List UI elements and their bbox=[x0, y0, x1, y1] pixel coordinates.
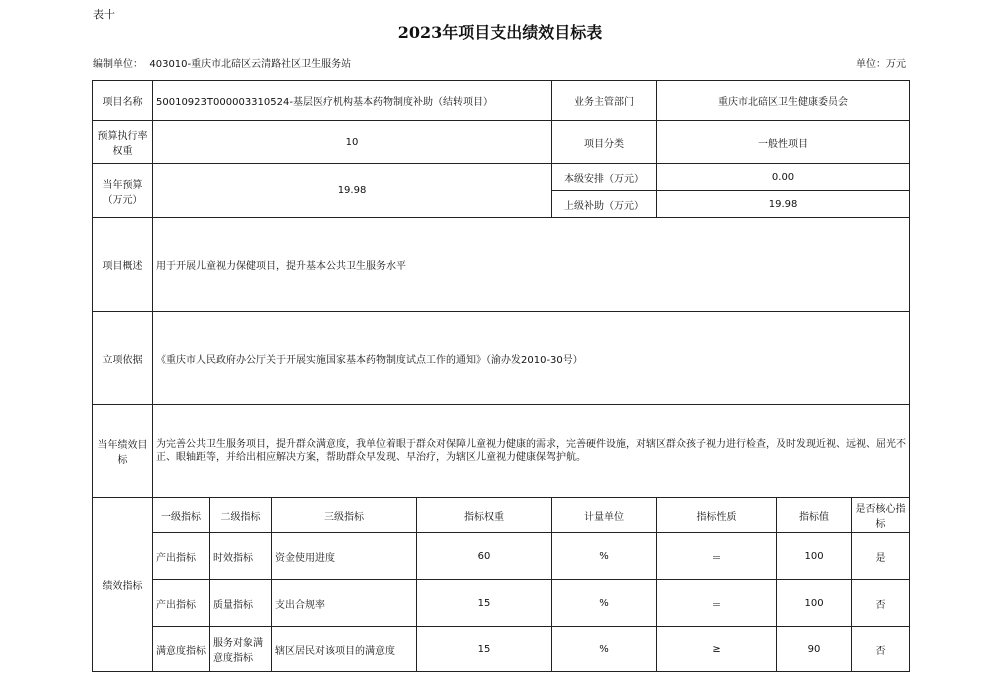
header-level3: 三级指标 bbox=[272, 498, 417, 533]
overview-value: 用于开展儿童视力保健项目，提升基本公共卫生服务水平 bbox=[153, 218, 910, 312]
row-level1: 产出指标 bbox=[153, 580, 210, 627]
row-level2: 质量指标 bbox=[210, 580, 272, 627]
row-weight: 60 bbox=[417, 533, 552, 580]
row-nature: ＝ bbox=[657, 580, 777, 627]
currency-unit: 单位：万元 bbox=[856, 59, 906, 70]
category-label: 项目分类 bbox=[552, 121, 657, 164]
perf-indicators-label: 绩效指标 bbox=[93, 498, 153, 672]
dept-label: 业务主管部门 bbox=[552, 81, 657, 121]
header-level2: 二级指标 bbox=[210, 498, 272, 533]
compiling-unit-label: 编制单位： bbox=[93, 59, 143, 70]
category-value: 一般性项目 bbox=[657, 121, 910, 164]
weight-label: 预算执行率权重 bbox=[93, 121, 153, 164]
project-name-value: 50010923T000003310524-基层医疗机构基本药物制度补助（结转项目） bbox=[153, 81, 552, 121]
goal-label: 当年绩效目标 bbox=[93, 405, 153, 498]
budget-label: 当年预算（万元） bbox=[93, 164, 153, 218]
header-unit: 计量单位 bbox=[552, 498, 657, 533]
performance-target-table bbox=[92, 80, 910, 672]
compiling-unit-value: 403010-重庆市北碚区云清路社区卫生服务站 bbox=[149, 59, 352, 70]
table-row bbox=[93, 627, 910, 672]
budget-value: 19.98 bbox=[153, 164, 552, 218]
weight-value: 10 bbox=[153, 121, 552, 164]
row-level2: 时效指标 bbox=[210, 533, 272, 580]
row-core: 否 bbox=[852, 580, 910, 627]
table-row bbox=[93, 533, 910, 580]
local-funding-label: 本级安排（万元） bbox=[552, 164, 657, 191]
local-funding-value: 0.00 bbox=[657, 164, 910, 191]
goal-value: 为完善公共卫生服务项目，提升群众满意度，我单位着眼于群众对保障儿童视力健康的需求，完善硬件设施，对辖区群众孩子视力进行检查，及时发现近视、远视、屈光不正、眼轴距等，并给出相应解决方案，帮助群众早发现、早治疗，为辖区儿童视力健康保驾护航。 bbox=[153, 405, 910, 498]
row-level3: 资金使用进度 bbox=[272, 533, 417, 580]
row-level1: 产出指标 bbox=[153, 533, 210, 580]
header-core: 是否核心指标 bbox=[852, 498, 910, 533]
table-number-tag: 表十 bbox=[93, 8, 115, 21]
row-level3: 支出合规率 bbox=[272, 580, 417, 627]
row-value: 100 bbox=[777, 580, 852, 627]
basis-value: 《重庆市人民政府办公厅关于开展实施国家基本药物制度试点工作的通知》（渝办发2010-30号） bbox=[153, 312, 910, 405]
header-level1: 一级指标 bbox=[153, 498, 210, 533]
page-title: 2023年项目支出绩效目标表 bbox=[397, 23, 603, 42]
row-level1: 满意度指标 bbox=[153, 627, 210, 672]
row-value: 90 bbox=[777, 627, 852, 672]
header-weight: 指标权重 bbox=[417, 498, 552, 533]
basis-label: 立项依据 bbox=[93, 312, 153, 405]
row-level2: 服务对象满意度指标 bbox=[210, 627, 272, 672]
row-weight: 15 bbox=[417, 627, 552, 672]
row-weight: 15 bbox=[417, 580, 552, 627]
row-value: 100 bbox=[777, 533, 852, 580]
row-unit: % bbox=[552, 580, 657, 627]
row-unit: % bbox=[552, 627, 657, 672]
row-core: 是 bbox=[852, 533, 910, 580]
row-level3: 辖区居民对该项目的满意度 bbox=[272, 627, 417, 672]
header-nature: 指标性质 bbox=[657, 498, 777, 533]
header-value: 指标值 bbox=[777, 498, 852, 533]
compiling-unit bbox=[93, 55, 351, 70]
row-nature: ≥ bbox=[657, 627, 777, 672]
project-name-label: 项目名称 bbox=[93, 81, 153, 121]
overview-label: 项目概述 bbox=[93, 218, 153, 312]
upper-funding-label: 上级补助（万元） bbox=[552, 191, 657, 218]
table-row bbox=[93, 580, 910, 627]
row-unit: % bbox=[552, 533, 657, 580]
upper-funding-value: 19.98 bbox=[657, 191, 910, 218]
row-core: 否 bbox=[852, 627, 910, 672]
dept-value: 重庆市北碚区卫生健康委员会 bbox=[657, 81, 910, 121]
row-nature: ＝ bbox=[657, 533, 777, 580]
